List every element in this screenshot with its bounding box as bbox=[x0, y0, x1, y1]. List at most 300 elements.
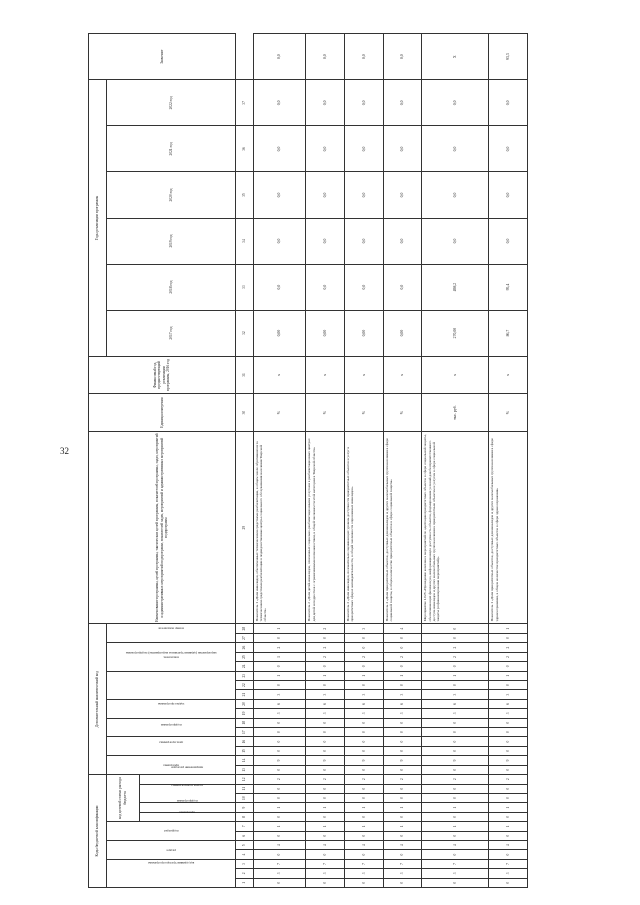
value-2022: 0,0 bbox=[253, 80, 306, 126]
code-digit: 1 bbox=[422, 822, 489, 831]
column-number: 15 bbox=[235, 746, 253, 755]
code-digit: 7 bbox=[345, 859, 384, 868]
code-digit: 0 bbox=[345, 727, 384, 736]
code-digit: 1 bbox=[253, 803, 306, 812]
code-digit: 0 bbox=[383, 850, 422, 859]
code-digit: 7 bbox=[489, 859, 528, 868]
goal-header: цель программы bbox=[106, 737, 235, 756]
column-number: 10 bbox=[235, 793, 253, 802]
final-value: 93,3 bbox=[489, 34, 528, 80]
final-value: 0,0 bbox=[383, 34, 422, 80]
code-digit: 0 bbox=[345, 737, 384, 746]
code-digit: 1 bbox=[253, 671, 306, 680]
column-number: 17 bbox=[235, 727, 253, 736]
column-number: 29 bbox=[235, 431, 253, 624]
table-row bbox=[422, 34, 489, 888]
code-digit: 1 bbox=[253, 652, 306, 661]
code-digit: 0 bbox=[422, 633, 489, 642]
code-digit: 0 bbox=[345, 878, 384, 887]
code-digit: 0 bbox=[306, 793, 345, 802]
value-2022: 0,0 bbox=[306, 80, 345, 126]
code-digit: 3 bbox=[253, 869, 306, 878]
code-digit: 0 bbox=[306, 662, 345, 671]
code-digit: 0 bbox=[422, 765, 489, 774]
admin-code-header: код администратора программы bbox=[106, 859, 235, 887]
code-digit: 3 bbox=[383, 690, 422, 699]
code-digit: 0 bbox=[422, 812, 489, 821]
table-row bbox=[253, 34, 306, 888]
column-number: 24 bbox=[235, 662, 253, 671]
column-number: 28 bbox=[235, 624, 253, 634]
value-2017: 0,00 bbox=[253, 310, 306, 356]
value-2020: 0,0 bbox=[383, 172, 422, 218]
unit-cell: % bbox=[306, 394, 345, 432]
column-number: 30 bbox=[235, 394, 253, 432]
code-digit: 2 bbox=[306, 643, 345, 652]
column-number: 4 bbox=[235, 850, 253, 859]
code-digit: 0 bbox=[306, 633, 345, 642]
code-digit: 0 bbox=[253, 727, 306, 736]
code-digit: 0 bbox=[383, 662, 422, 671]
value-2021: 0,0 bbox=[383, 126, 422, 172]
program-table bbox=[88, 33, 528, 888]
subprogram-header2: подпрограмма bbox=[106, 718, 235, 737]
problem-header: задача программы bbox=[106, 699, 235, 718]
name-cell: Показатель 2 «Доля детей-инвалидов, охваченных социально-реабилитационными услугами в реабилитационных центрах для детей и подростков с ограниченными возможностями, в общей численности этой категории в Тверской области» bbox=[306, 431, 345, 624]
code-digit: 0 bbox=[489, 793, 528, 802]
code-digit: 3 bbox=[422, 869, 489, 878]
budget-codes-header: Коды бюджетной классификации bbox=[89, 775, 107, 888]
code-digit: 7 bbox=[306, 859, 345, 868]
code-digit: 0 bbox=[253, 737, 306, 746]
column-number: 9 bbox=[235, 803, 253, 812]
code-digit: 0 bbox=[422, 850, 489, 859]
name-cell: Показатель 1 «Доля приоритетных объектов, доступных для инвалидов и других маломобильных групп населения в сфере здравоохранения, в общем количестве приоритетных объектов в сфере здравоохранения» bbox=[489, 431, 528, 624]
code-digit: 1 bbox=[306, 822, 345, 831]
value-2022: 0,0 bbox=[489, 80, 528, 126]
code-digit: 0 bbox=[345, 793, 384, 802]
base-value-cell: x bbox=[489, 356, 528, 394]
code-digit: 9 bbox=[383, 756, 422, 765]
name-cell: Мероприятие 1.028 «Проведение комплекса мероприятий по адаптации приоритетных объектов в сфере социальной защиты, обеспечивающих физическую, информационную доступность объектов, формирование условий для беспрепятственного доступа инвалидов и других маломобильных групп населения к приоритетным объектам и услугам в сфере социальной защиты (софинансирование мероприятий)» bbox=[422, 431, 489, 624]
code-digit: 0 bbox=[306, 765, 345, 774]
code-digit: 3 bbox=[306, 709, 345, 718]
code-digit: 1 bbox=[345, 671, 384, 680]
code-digit: 2 bbox=[345, 652, 384, 661]
unit-cell: % bbox=[489, 394, 528, 432]
value-2017: 0,00 bbox=[383, 310, 422, 356]
section-header: раздел bbox=[106, 840, 235, 859]
code-digit: 0 bbox=[253, 784, 306, 793]
code-digit: 0 bbox=[306, 727, 345, 736]
code-digit: 0 bbox=[383, 633, 422, 642]
code-digit: 3 bbox=[383, 869, 422, 878]
code-digit: 0 bbox=[306, 850, 345, 859]
code-digit: 2 bbox=[489, 775, 528, 785]
y2021-header: 2021 год bbox=[106, 126, 235, 172]
extra-code-header: Дополнительный аналитический код bbox=[89, 624, 107, 775]
page-number: 32 bbox=[60, 446, 69, 456]
code-digit: 0 bbox=[253, 680, 306, 689]
code-digit: 0 bbox=[253, 765, 306, 774]
column-number: 34 bbox=[235, 218, 253, 264]
code-digit: 0 bbox=[345, 633, 384, 642]
code-digit: 0 bbox=[306, 812, 345, 821]
value-2020: 0,0 bbox=[253, 172, 306, 218]
code-digit: 1 bbox=[489, 822, 528, 831]
code-digit: 0 bbox=[383, 718, 422, 727]
code-digit: 7 bbox=[383, 859, 422, 868]
code-digit: 0 bbox=[489, 737, 528, 746]
code-digit: 0 bbox=[253, 633, 306, 642]
column-number-row bbox=[235, 34, 253, 888]
code-digit: 6 bbox=[422, 699, 489, 708]
value-2019: 0,0 bbox=[489, 218, 528, 264]
code-digit: 0 bbox=[422, 784, 489, 793]
task-header: задача подпрограммы bbox=[139, 784, 235, 803]
code-digit: 2 bbox=[345, 775, 384, 785]
value-2018: 498,2 bbox=[422, 264, 489, 310]
code-digit: 0 bbox=[253, 793, 306, 802]
y2018-header: 2018 год bbox=[106, 264, 235, 310]
code-digit: 0 bbox=[489, 812, 528, 821]
value-2020: 0,0 bbox=[422, 172, 489, 218]
value-2022: 0,0 bbox=[383, 80, 422, 126]
column-number: 33 bbox=[235, 264, 253, 310]
code-digit: 1 bbox=[422, 803, 489, 812]
code-digit: 1 bbox=[489, 671, 528, 680]
code-digit: 3 bbox=[345, 869, 384, 878]
code-digit: 1 bbox=[306, 671, 345, 680]
code-digit: 0 bbox=[383, 784, 422, 793]
y2022-header: 2022 год bbox=[106, 80, 235, 126]
base-value-cell: x bbox=[345, 356, 384, 394]
code-digit: 0 bbox=[306, 737, 345, 746]
table-row bbox=[489, 34, 528, 888]
code-digit: 0 bbox=[306, 784, 345, 793]
code-digit: 0 bbox=[383, 737, 422, 746]
code-digit: 0 bbox=[383, 680, 422, 689]
code-digit: 7 bbox=[253, 859, 306, 868]
code-digit: 0 bbox=[489, 765, 528, 774]
value-2021: 0,0 bbox=[306, 126, 345, 172]
code-digit: 2 bbox=[306, 775, 345, 785]
code-digit: 3 bbox=[306, 869, 345, 878]
code-digit: 0 bbox=[306, 680, 345, 689]
code-digit: 7 bbox=[422, 859, 489, 868]
base-value-cell: x bbox=[253, 356, 306, 394]
code-digit: 6 bbox=[253, 699, 306, 708]
code-digit: 4 bbox=[253, 840, 306, 849]
base-value-cell: x bbox=[422, 356, 489, 394]
rotated-table-area bbox=[88, 33, 528, 888]
code-digit: 3 bbox=[489, 690, 528, 699]
column-number: 22 bbox=[235, 680, 253, 689]
value-2021: 0,0 bbox=[489, 126, 528, 172]
code-digit: 4 bbox=[489, 840, 528, 849]
code-digit: 0 bbox=[489, 662, 528, 671]
value-2022: 0,0 bbox=[422, 80, 489, 126]
code-digit: 0 bbox=[345, 765, 384, 774]
code-digit: 0 bbox=[383, 746, 422, 755]
code-digit: 4 bbox=[306, 840, 345, 849]
code-digit: 2 bbox=[253, 643, 306, 652]
code-digit: 0 bbox=[489, 746, 528, 755]
value-2019: 0,0 bbox=[253, 218, 306, 264]
column-number: 2 bbox=[235, 869, 253, 878]
code-digit: 2 bbox=[489, 643, 528, 652]
value-2017: 0,00 bbox=[306, 310, 345, 356]
table-row bbox=[306, 34, 345, 888]
code-digit: 2 bbox=[422, 775, 489, 785]
code-digit: 0 bbox=[345, 746, 384, 755]
subprogram-header: подпрограмма bbox=[139, 803, 235, 812]
code-digit: 1 bbox=[345, 822, 384, 831]
column-number: 11 bbox=[235, 784, 253, 793]
code-digit: 3 bbox=[345, 709, 384, 718]
header-row-1 bbox=[89, 34, 107, 888]
value-2020: 0,0 bbox=[489, 172, 528, 218]
code-digit: 1 bbox=[345, 803, 384, 812]
code-digit: 0 bbox=[345, 784, 384, 793]
code-digit: 0 bbox=[489, 633, 528, 642]
column-number: 26 bbox=[235, 643, 253, 652]
code-digit: 0 bbox=[489, 878, 528, 887]
final-header: Значение bbox=[89, 34, 236, 80]
code-digit: 0 bbox=[253, 831, 306, 840]
value-2018: 0,0 bbox=[345, 264, 384, 310]
code-digit: 4 bbox=[383, 840, 422, 849]
code-digit: 0 bbox=[345, 850, 384, 859]
code-digit: 0 bbox=[306, 746, 345, 755]
column-number: 27 bbox=[235, 633, 253, 642]
column-number: 18 bbox=[235, 718, 253, 727]
value-2021: 0,0 bbox=[422, 126, 489, 172]
code-digit: 0 bbox=[306, 718, 345, 727]
final-value: 0,0 bbox=[345, 34, 384, 80]
code-digit: 2 bbox=[383, 652, 422, 661]
code-digit: 4 bbox=[345, 840, 384, 849]
code-digit: 0 bbox=[422, 727, 489, 736]
code-digit: 4 bbox=[383, 624, 422, 634]
event-number-header: номер показателя bbox=[106, 624, 235, 643]
value-2021: 0,0 bbox=[253, 126, 306, 172]
code-digit: 0 bbox=[383, 793, 422, 802]
code-digit: 1 bbox=[489, 624, 528, 634]
column-number: 31 bbox=[235, 356, 253, 394]
y2020-header: 2020 год bbox=[106, 172, 235, 218]
target-article-header: код целевой статьи расхода бюджета bbox=[106, 775, 139, 822]
column-number: 1 bbox=[235, 878, 253, 887]
value-2017: 86,7 bbox=[489, 310, 528, 356]
code-digit: 9 bbox=[489, 756, 528, 765]
code-digit: 9 bbox=[306, 756, 345, 765]
code-digit: 1 bbox=[383, 671, 422, 680]
name-cell: Показатель 3 «Доля инвалидов, положительно оценивающих уровень доступности приоритетных объектов и услуг в приоритетных сферах жизнедеятельности, в общей численности опрошенных инвалидов» bbox=[345, 431, 384, 624]
code-digit: 0 bbox=[345, 812, 384, 821]
column-number: 13 bbox=[235, 765, 253, 774]
program-sub-header: программа bbox=[139, 812, 235, 821]
y2017-header: 2017 год bbox=[106, 310, 235, 356]
code-digit: 0 bbox=[383, 643, 422, 652]
final-value: 0,0 bbox=[253, 34, 306, 80]
column-number: 21 bbox=[235, 690, 253, 699]
code-digit: 1 bbox=[422, 671, 489, 680]
code-digit: 3 bbox=[306, 690, 345, 699]
value-2018: 0,0 bbox=[383, 264, 422, 310]
code-digit: 0 bbox=[489, 850, 528, 859]
value-2019: 0,0 bbox=[345, 218, 384, 264]
code-digit: 3 bbox=[253, 690, 306, 699]
name-header: Наименование программы, целей программы, тактических целей программы, показателей программы, задач, мероприятий и административных мероприятий подпрограмм, показателей задач, мероприятий и административных мероприятий подпрограмм bbox=[89, 431, 236, 624]
final-value: 0,0 bbox=[306, 34, 345, 80]
value-2018: 95,4 bbox=[489, 264, 528, 310]
column-number: 5 bbox=[235, 840, 253, 849]
column-number: 3 bbox=[235, 859, 253, 868]
column-number: 14 bbox=[235, 756, 253, 765]
code-digit: 2 bbox=[306, 624, 345, 634]
value-2018: 0,0 bbox=[253, 264, 306, 310]
value-2022: 0,0 bbox=[345, 80, 384, 126]
code-digit: 0 bbox=[383, 812, 422, 821]
code-digit: 0 bbox=[345, 643, 384, 652]
code-digit: 2 bbox=[383, 775, 422, 785]
code-digit: 0 bbox=[345, 718, 384, 727]
code-digit: 0 bbox=[489, 718, 528, 727]
code-digit: 0 bbox=[383, 878, 422, 887]
code-digit: 4 bbox=[422, 840, 489, 849]
value-2017: 0,00 bbox=[345, 310, 384, 356]
code-digit: 2 bbox=[306, 652, 345, 661]
final-value: X bbox=[422, 34, 489, 80]
code-digit: 9 bbox=[422, 756, 489, 765]
indicator-header: показатель bbox=[106, 643, 235, 671]
unit-cell: % bbox=[383, 394, 422, 432]
code-digit: 2 bbox=[489, 652, 528, 661]
code-digit: 1 bbox=[383, 803, 422, 812]
column-number: 32 bbox=[235, 310, 253, 356]
column-number: 25 bbox=[235, 652, 253, 661]
code-digit: 1 bbox=[306, 803, 345, 812]
event-header: мероприятие (административное мероприятие) подпрограммы bbox=[106, 671, 235, 699]
code-digit: 0 bbox=[383, 831, 422, 840]
code-digit: 0 bbox=[345, 662, 384, 671]
column-number: 35 bbox=[235, 172, 253, 218]
code-digit: 0 bbox=[489, 831, 528, 840]
code-digit: 0 bbox=[422, 737, 489, 746]
code-digit: 0 bbox=[345, 831, 384, 840]
code-digit: 0 bbox=[253, 812, 306, 821]
code-digit: 2 bbox=[253, 775, 306, 785]
code-digit: 0 bbox=[253, 746, 306, 755]
code-digit: 0 bbox=[489, 784, 528, 793]
code-digit: 9 bbox=[345, 756, 384, 765]
code-digit: 0 bbox=[489, 680, 528, 689]
code-digit: 3 bbox=[422, 690, 489, 699]
value-2017: 270,00 bbox=[422, 310, 489, 356]
code-digit: 0 bbox=[306, 831, 345, 840]
code-digit: 0 bbox=[383, 765, 422, 774]
direction-header: направление расходов bbox=[139, 775, 235, 785]
code-digit: 0 bbox=[489, 727, 528, 736]
code-digit: 0 bbox=[422, 662, 489, 671]
code-digit: 3 bbox=[383, 709, 422, 718]
code-digit: 0 bbox=[253, 850, 306, 859]
program-header: программа bbox=[106, 756, 235, 775]
code-digit: 6 bbox=[345, 699, 384, 708]
code-digit: 6 bbox=[383, 699, 422, 708]
fin-year-header: Финансовый год, предшествующий реализации программы, 2016 год bbox=[89, 356, 236, 394]
column-number: 36 bbox=[235, 126, 253, 172]
column-number: 23 bbox=[235, 671, 253, 680]
base-value-cell: x bbox=[306, 356, 345, 394]
value-2019: 0,0 bbox=[306, 218, 345, 264]
code-digit: 3 bbox=[422, 709, 489, 718]
code-digit: 3 bbox=[345, 624, 384, 634]
code-digit: 1 bbox=[253, 624, 306, 634]
table-row bbox=[383, 34, 422, 888]
column-number: 7 bbox=[235, 822, 253, 831]
name-cell: Показатель 4 «Доля приоритетных объектов, доступных для инвалидов и других маломобильных групп населения в сфере социальной защиты, в общем количестве приоритетных объектов в сфере социальной защиты» bbox=[383, 431, 422, 624]
code-digit: 1 bbox=[383, 822, 422, 831]
code-digit: 1 bbox=[489, 803, 528, 812]
code-digit: 0 bbox=[345, 680, 384, 689]
code-digit: 0 bbox=[422, 746, 489, 755]
column-number: 19 bbox=[235, 709, 253, 718]
code-digit: 2 bbox=[422, 652, 489, 661]
value-2020: 0,0 bbox=[345, 172, 384, 218]
code-digit: 0 bbox=[422, 793, 489, 802]
code-digit: 0 bbox=[253, 662, 306, 671]
column-number: 6 bbox=[235, 831, 253, 840]
code-digit: 0 bbox=[422, 624, 489, 634]
value-2019: 0,0 bbox=[383, 218, 422, 264]
column-number: 37 bbox=[235, 80, 253, 126]
name-cell: Показатель 1 «Доля инвалидов, обеспеченных техническими средствами реабилитации, в общем числе обратившихся за техническими средствами реабилитации в подведомственные центры социального обслуживания населения Тверской области» bbox=[253, 431, 306, 624]
y2019-header: 2019 год bbox=[106, 218, 235, 264]
code-digit: 1 bbox=[253, 822, 306, 831]
code-digit: 2 bbox=[422, 643, 489, 652]
value-2020: 0,0 bbox=[306, 172, 345, 218]
value-2018: 0,0 bbox=[306, 264, 345, 310]
code-digit: 3 bbox=[345, 690, 384, 699]
base-value-cell: x bbox=[383, 356, 422, 394]
code-digit: 0 bbox=[253, 718, 306, 727]
unit-header: Единица измерения bbox=[89, 394, 236, 432]
column-number: 12 bbox=[235, 775, 253, 785]
code-digit: 0 bbox=[253, 878, 306, 887]
code-digit: 3 bbox=[489, 709, 528, 718]
unit-cell: тыс. руб. bbox=[422, 394, 489, 432]
code-digit: 0 bbox=[422, 878, 489, 887]
code-digit: 9 bbox=[253, 756, 306, 765]
code-digit: 0 bbox=[383, 727, 422, 736]
table-row bbox=[345, 34, 384, 888]
code-digit: 6 bbox=[489, 699, 528, 708]
code-digit: 0 bbox=[306, 878, 345, 887]
column-number: 8 bbox=[235, 812, 253, 821]
value-2021: 0,0 bbox=[345, 126, 384, 172]
code-digit: 3 bbox=[253, 709, 306, 718]
subsection-header: подраздел bbox=[106, 822, 235, 841]
code-digit: 0 bbox=[422, 680, 489, 689]
code-digit: 6 bbox=[306, 699, 345, 708]
code-digit: 0 bbox=[422, 831, 489, 840]
value-2019: 0,0 bbox=[422, 218, 489, 264]
column-number: 20 bbox=[235, 699, 253, 708]
code-digit: 0 bbox=[422, 718, 489, 727]
column-number: 16 bbox=[235, 737, 253, 746]
